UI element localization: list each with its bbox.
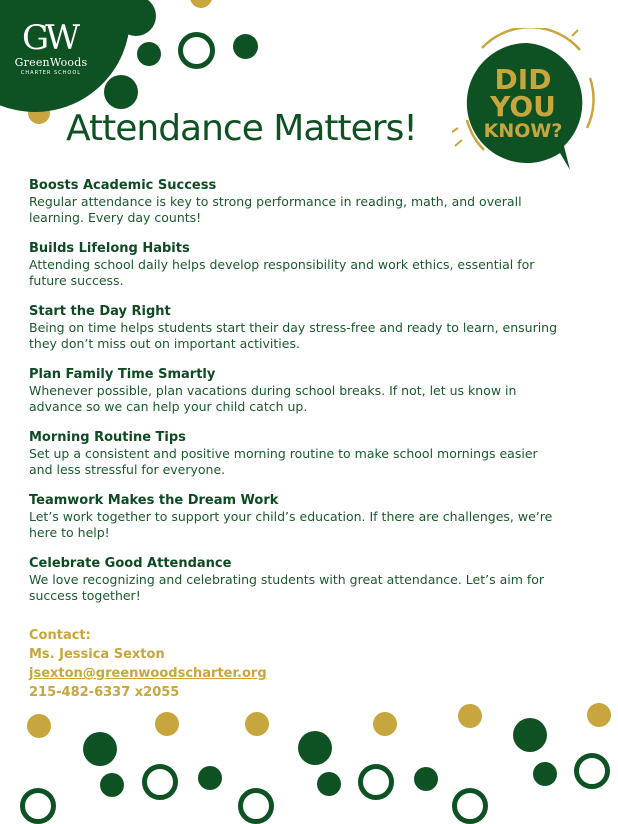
section-start-day-right	[29, 304, 559, 352]
section-heading: Start the Day Right	[29, 304, 171, 319]
page-title: Attendance Matters!	[66, 108, 417, 149]
decor-ring	[142, 764, 178, 800]
contact-block	[29, 626, 267, 702]
decor-dot	[233, 34, 258, 59]
contact-phone: 215-482-6337 x2055	[29, 685, 180, 700]
decor-dot	[245, 712, 269, 736]
decor-ring	[574, 753, 610, 789]
section-family-time	[29, 367, 559, 415]
decor-ring	[358, 764, 394, 800]
section-heading: Morning Routine Tips	[29, 430, 186, 445]
section-body: Whenever possible, plan vacations during school breaks. If not, let us know in advance so we can help your child catch up.	[29, 383, 517, 414]
section-celebrate-attendance	[29, 556, 559, 604]
contact-email-link[interactable]: jsexton@greenwoodscharter.org	[29, 666, 267, 681]
section-body: Let’s work together to support your child’s education. If there are challenges, we’re here to help!	[29, 509, 553, 540]
decor-dot	[100, 773, 124, 797]
section-heading: Celebrate Good Attendance	[29, 556, 232, 571]
callout-line-3: KNOW?	[483, 120, 563, 142]
logo-monogram: GW	[22, 18, 77, 58]
contact-name: Ms. Jessica Sexton	[29, 647, 165, 662]
logo-subtitle: CHARTER SCHOOL	[20, 70, 82, 76]
decor-dot	[513, 718, 547, 752]
decor-dot	[83, 732, 117, 766]
callout-line-1: DID	[494, 63, 552, 96]
section-body: Attending school daily helps develop responsibility and work ethics, essential for future success.	[29, 257, 535, 288]
section-heading: Plan Family Time Smartly	[29, 367, 216, 382]
content-sections	[29, 178, 559, 619]
section-body: Regular attendance is key to strong performance in reading, math, and overall learning. Every day counts!	[29, 194, 522, 225]
decor-dot	[198, 766, 222, 790]
section-heading: Teamwork Makes the Dream Work	[29, 493, 279, 508]
decor-dot	[190, 0, 212, 8]
decor-dot	[317, 772, 341, 796]
section-morning-routine	[29, 430, 559, 478]
section-body: We love recognizing and celebrating students with great attendance. Let’s aim for success together!	[29, 572, 545, 603]
decor-dot	[27, 714, 51, 738]
decor-dot	[373, 712, 397, 736]
decor-dot	[137, 42, 161, 66]
decor-ring	[20, 788, 56, 824]
decor-dot	[298, 731, 332, 765]
section-teamwork	[29, 493, 559, 541]
decor-dot	[414, 767, 438, 791]
decor-ring	[452, 788, 488, 824]
decor-dot	[155, 712, 179, 736]
decor-ring	[238, 788, 274, 824]
section-body: Being on time helps students start their day stress-free and ready to learn, ensuring they don’t miss out on important activities.	[29, 320, 558, 351]
decor-dot	[533, 762, 557, 786]
callout-line-2: YOU	[490, 90, 556, 123]
section-heading: Boosts Academic Success	[29, 178, 217, 193]
decor-dot	[458, 704, 482, 728]
section-body: Set up a consistent and positive morning routine to make school mornings easier and less stressful for everyone.	[29, 446, 538, 477]
contact-label: Contact:	[29, 628, 91, 643]
decor-dot	[587, 703, 611, 727]
did-you-know-callout	[466, 63, 580, 142]
section-academic-success	[29, 178, 559, 226]
decor-ring	[178, 32, 215, 69]
section-heading: Builds Lifelong Habits	[29, 241, 190, 256]
section-lifelong-habits	[29, 241, 559, 289]
logo-name: GreenWoods	[14, 56, 88, 69]
